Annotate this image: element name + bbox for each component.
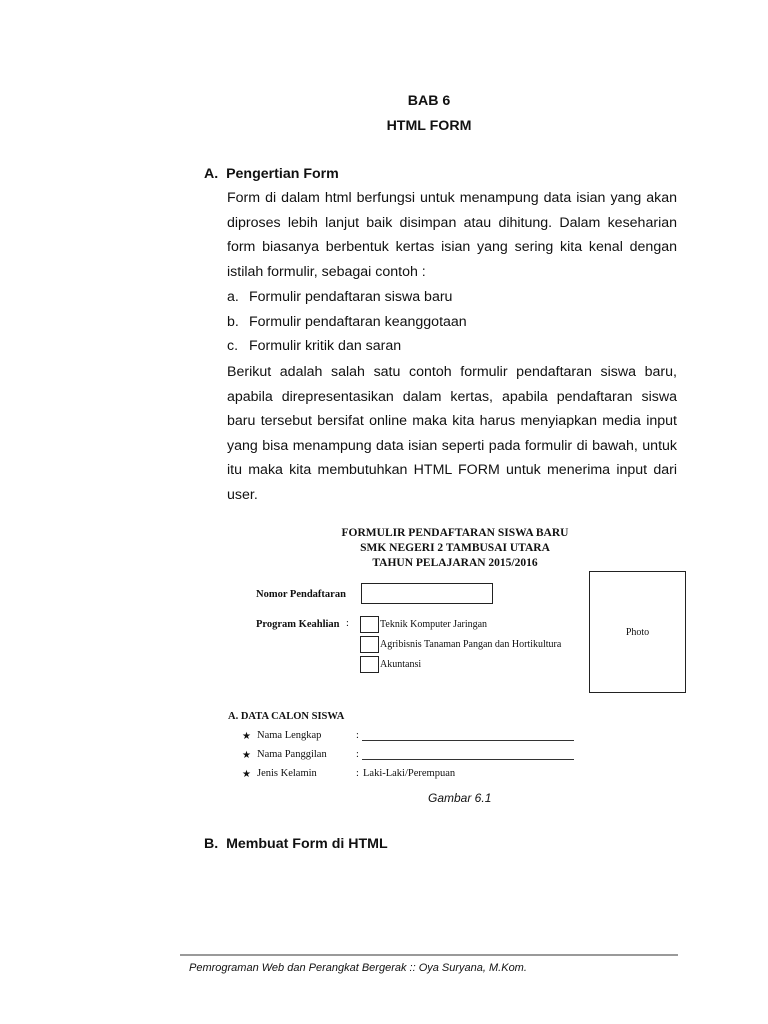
data-calon-siswa-heading: A. DATA CALON SISWA <box>228 711 345 722</box>
program-checkbox[interactable] <box>360 616 379 633</box>
field-colon: : <box>356 768 359 779</box>
form-title-line: SMK NEGERI 2 TAMBUSAI UTARA <box>360 542 550 554</box>
section-a-intro <box>227 186 677 284</box>
program-keahlian-colon: : <box>346 618 349 629</box>
jenis-kelamin-value: Laki-Laki/Perempuan <box>363 768 456 779</box>
list-marker: b. <box>227 314 239 330</box>
photo-label: Photo <box>625 627 650 638</box>
intro-paragraph: Form di dalam html berfungsi untuk menampung data isian yang akan diproses lebih lanjut baik disimpan atau dihitung. Dalam keseharian form biasanya berbentuk kertas isian yang sering kita kenal dengan istilah formulir, sebagai contoh : <box>227 190 677 280</box>
list-marker: a. <box>227 289 239 305</box>
form-title-line: TAHUN PELAJARAN 2015/2016 <box>372 557 538 569</box>
form-title-line: FORMULIR PENDAFTARAN SISWA BARU <box>341 527 569 539</box>
star-bullet-icon: ★ <box>242 731 251 742</box>
star-bullet-icon: ★ <box>242 769 251 780</box>
footer-divider <box>180 954 678 956</box>
field-colon: : <box>356 730 359 741</box>
section-b-heading: B. Membuat Form di HTML <box>204 836 388 852</box>
program-option-label: Agribisnis Tanaman Pangan dan Hortikultura <box>380 639 562 650</box>
list-marker: c. <box>227 338 239 354</box>
section-a-body <box>227 360 677 508</box>
nama-panggilan-line[interactable] <box>362 759 574 760</box>
field-label: Nama Panggilan <box>257 749 327 760</box>
program-checkbox[interactable] <box>360 656 379 673</box>
list-text: Formulir kritik dan saran <box>249 338 402 354</box>
nomor-pendaftaran-input[interactable] <box>361 583 493 604</box>
section-a-heading: A. Pengertian Form <box>204 166 339 182</box>
figure-caption: Gambar 6.1 <box>428 791 492 805</box>
body-paragraph: Berikut adalah salah satu contoh formulir pendaftaran siswa baru, apabila direpresentasikan dalam kertas, apabila pendaftaran siswa baru tersebut bersifat online maka kita harus menyiapkan media input yang bisa menampung data isian seperti pada formulir di bawah, untuk itu maka kita membutuhkan HTML FORM untuk menerima input dari user. <box>227 364 677 503</box>
program-checkbox[interactable] <box>360 636 379 653</box>
program-option-label: Akuntansi <box>380 659 422 670</box>
field-label: Nama Lengkap <box>257 730 322 741</box>
list-text: Formulir pendaftaran keanggotaan <box>249 314 467 330</box>
footer-text: Pemrograman Web dan Perangkat Bergerak :: Oya Suryana, M.Kom. <box>189 962 527 974</box>
star-bullet-icon: ★ <box>242 750 251 761</box>
list-item <box>227 314 467 330</box>
list-item <box>227 289 452 305</box>
program-option-label: Teknik Komputer Jaringan <box>380 619 488 630</box>
photo-box <box>589 571 686 693</box>
list-item <box>227 338 401 354</box>
list-text: Formulir pendaftaran siswa baru <box>249 289 453 305</box>
field-label: Jenis Kelamin <box>257 768 317 779</box>
program-keahlian-label: Program Keahlian <box>256 619 340 630</box>
field-colon: : <box>356 749 359 760</box>
page-title: HTML FORM <box>386 118 472 134</box>
nama-lengkap-line[interactable] <box>362 740 574 741</box>
chapter-label: BAB 6 <box>407 93 451 109</box>
nomor-pendaftaran-label: Nomor Pendaftaran <box>256 589 346 600</box>
